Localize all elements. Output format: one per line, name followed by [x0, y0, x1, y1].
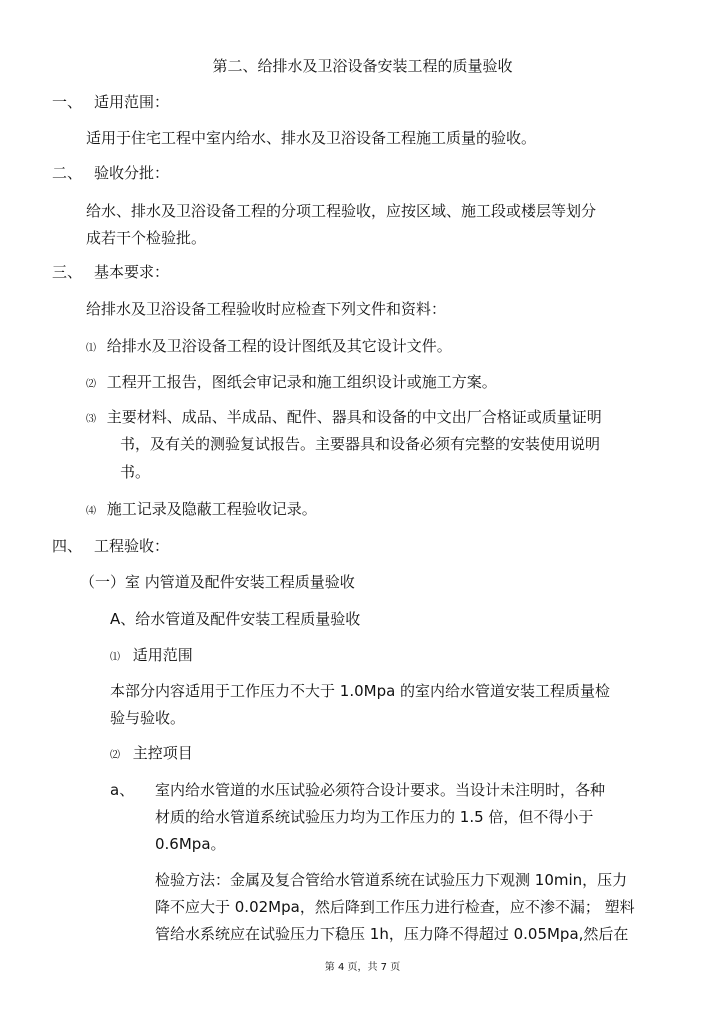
section-3-number: 三、	[52, 263, 83, 281]
item-a-line-2: 材质的给水管道系统试验压力均为工作压力的 1.5 倍，但不得小于	[155, 808, 594, 826]
section-2-label: 验收分批：	[94, 164, 170, 182]
method-line-2: 降不应大于 0.02Mpa，然后降到工作压力进行检查，应不渗不漏； 塑料	[155, 898, 635, 916]
section-2-body-line-2: 成若干个检验批。	[86, 229, 207, 247]
method-line-3: 管给水系统应在试验压力下稳压 1h，压力降不得超过 0.05Mpa,然后在	[155, 925, 629, 943]
section-3-label: 基本要求：	[94, 263, 170, 281]
list-item-3	[86, 407, 602, 430]
subsection-heading: （一）室 内管道及配件安装工程质量验收	[80, 573, 355, 591]
method-line-1: 检验方法：金属及复合管给水管道系统在试验压力下观测 10min，压力	[155, 871, 628, 889]
list-item-text: 主要材料、成品、半成品、配件、器具和设备的中文出厂合格证或质量证明	[106, 408, 602, 426]
subsection-a-heading: A、给水管道及配件安装工程质量验收	[110, 610, 361, 628]
section-4-number: 四、	[52, 537, 83, 555]
list-item-text: 给排水及卫浴设备工程的设计图纸及其它设计文件。	[106, 337, 452, 355]
list-item-1	[86, 336, 452, 359]
page-footer: 第 4 页，共 7 页	[324, 962, 401, 973]
part-number: ⑵	[110, 750, 120, 761]
section-2-number: 二、	[52, 164, 83, 182]
item-a-marker: a、	[110, 781, 135, 799]
list-item-4	[86, 499, 317, 522]
list-item-text: 工程开工报告，图纸会审记录和施工组织设计或施工方案。	[106, 373, 497, 391]
list-item-2	[86, 372, 497, 395]
list-item-text: 施工记录及隐蔽工程验收记录。	[106, 500, 317, 518]
part-label: 适用范围	[132, 646, 193, 664]
part-1-body-line-1: 本部分内容适用于工作压力不大于 1.0Mpa 的室内给水管道安装工程质量检	[110, 682, 611, 700]
list-item-number: ⑶	[86, 414, 96, 425]
part-label: 主控项目	[132, 744, 193, 762]
item-a-line-3: 0.6Mpa。	[155, 835, 226, 853]
section-4-label: 工程验收：	[94, 537, 170, 555]
section-1-body: 适用于住宅工程中室内给水、排水及卫浴设备工程施工质量的验收。	[86, 129, 537, 147]
section-1-number: 一、	[52, 93, 83, 111]
part-number: ⑴	[110, 652, 120, 663]
item-a-line-1: 室内给水管道的水压试验必须符合设计要求。当设计未注明时，各种	[155, 781, 606, 799]
part-1-heading	[110, 645, 193, 668]
list-item-number: ⑴	[86, 343, 96, 354]
page-title: 第二、给排水及卫浴设备安装工程的质量验收	[212, 57, 513, 75]
section-2-body-line-1: 给水、排水及卫浴设备工程的分项工程验收，应按区域、施工段或楼层等划分	[86, 202, 597, 220]
list-item-3-line-3: 书。	[120, 463, 151, 481]
part-2-heading	[110, 743, 193, 766]
list-item-number: ⑷	[86, 506, 96, 517]
part-1-body-line-2: 验与验收。	[110, 709, 186, 727]
list-item-number: ⑵	[86, 379, 96, 390]
section-1-label: 适用范围：	[94, 93, 170, 111]
list-item-3-line-2: 书，及有关的测验复试报告。主要器具和设备必须有完整的安装使用说明	[120, 435, 601, 453]
section-3-intro: 给排水及卫浴设备工程验收时应检查下列文件和资料：	[86, 300, 447, 318]
